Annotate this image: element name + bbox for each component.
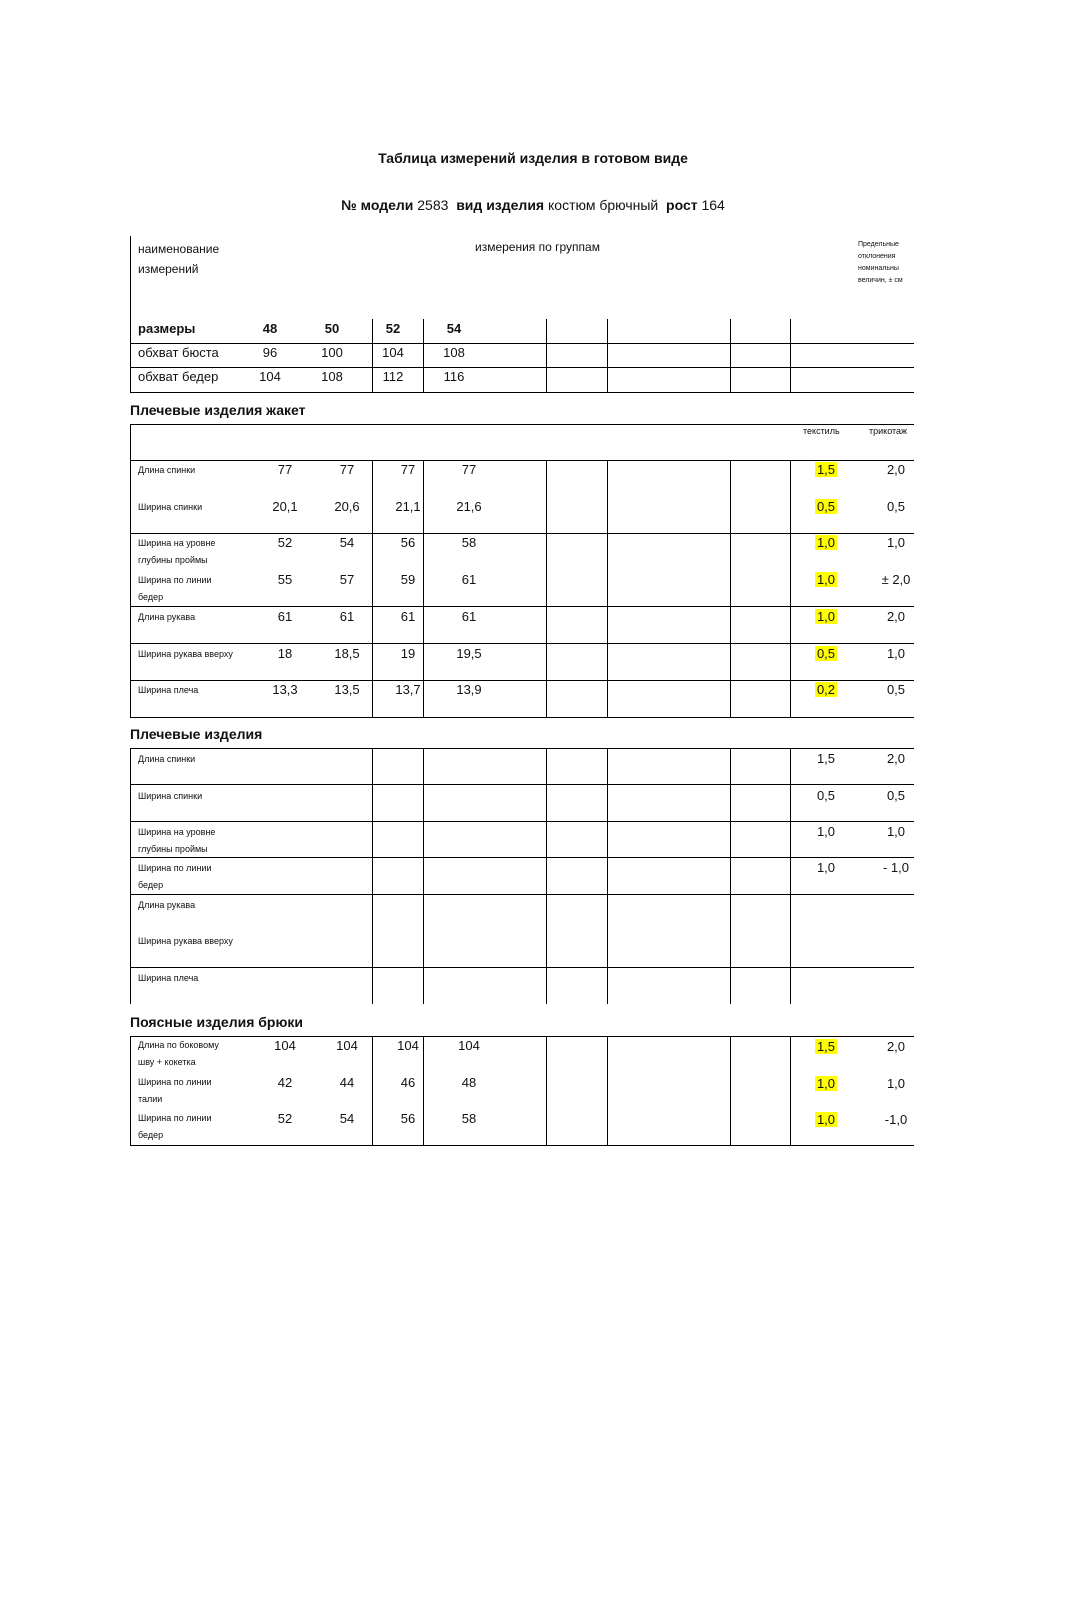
tol-header-knit: трикотаж [869, 426, 908, 436]
trousers-value: 104 [458, 1038, 480, 1053]
jacket-value: 77 [277, 462, 293, 477]
model-value: 2583 [417, 197, 449, 213]
jacket-value: 55 [277, 572, 293, 587]
jacket-value: 54 [339, 535, 355, 550]
shoulder-row-label: Длина спинки [138, 754, 196, 764]
grid-line [130, 784, 914, 785]
grid-line [130, 643, 914, 644]
size-value: 52 [385, 321, 401, 336]
grid-line [372, 748, 373, 1004]
size-value: 50 [324, 321, 340, 336]
jacket-textile-tol [806, 535, 846, 550]
body-measure-value: 104 [259, 369, 281, 384]
shoulder-row-label: Ширина на уровне глубины проймы [138, 827, 216, 854]
jacket-textile-tol [806, 682, 846, 697]
grid-line [607, 460, 608, 717]
jacket-knit-tol: 0,5 [886, 682, 906, 697]
sizes-label: размеры [138, 321, 196, 336]
grid-line [130, 1145, 914, 1146]
jacket-knit-tol: 0,5 [886, 499, 906, 514]
trousers-row-label: Ширина по линии талии [138, 1077, 212, 1104]
trousers-textile-tol [806, 1039, 846, 1054]
grid-line [130, 894, 914, 895]
grid-line [130, 821, 914, 822]
jacket-textile-tol [806, 572, 846, 587]
highlight-mark: 1,5 [816, 1039, 836, 1054]
jacket-textile-tol [806, 499, 846, 514]
jacket-value: 61 [461, 572, 477, 587]
highlight-mark: 0,5 [816, 499, 836, 514]
shoulder-knit-tol: - 1,0 [882, 860, 909, 875]
grid-line [130, 236, 131, 392]
jacket-value: 18,5 [334, 646, 360, 661]
grid-line [130, 1036, 914, 1037]
trousers-value: 48 [461, 1075, 477, 1090]
section-title-shoulder: Плечевые изделия [130, 726, 263, 742]
highlight-mark: 1,0 [816, 1076, 836, 1091]
model-label: № модели [341, 197, 414, 213]
size-value: 48 [262, 321, 278, 336]
highlight-mark: 1,0 [816, 535, 836, 550]
highlight-mark: 0,5 [816, 646, 836, 661]
jacket-row-label: Ширина по линии бедер [138, 575, 212, 602]
grid-line [607, 748, 608, 1004]
body-measure-label: обхват бедер [138, 369, 219, 384]
grid-line [372, 460, 373, 717]
trousers-value: 56 [400, 1111, 416, 1126]
model-info [0, 197, 1066, 213]
grid-line [372, 1036, 373, 1145]
trousers-value: 58 [461, 1111, 477, 1126]
jacket-value: 61 [400, 609, 416, 624]
shoulder-knit-tol: 0,5 [886, 788, 906, 803]
grid-line [130, 533, 914, 534]
grid-line [130, 1036, 131, 1145]
shoulder-knit-tol: 1,0 [886, 824, 906, 839]
height-label: рост [666, 197, 698, 213]
jacket-knit-tol: 2,0 [886, 609, 906, 624]
grid-line [130, 343, 914, 344]
grid-line [730, 319, 731, 392]
grid-line [607, 319, 608, 392]
shoulder-knit-tol: 2,0 [886, 751, 906, 766]
shoulder-textile-tol: 1,0 [816, 824, 836, 839]
jacket-textile-tol [806, 609, 846, 624]
grid-line [130, 748, 131, 1004]
jacket-knit-tol: 1,0 [886, 535, 906, 550]
grid-line [546, 1036, 547, 1145]
jacket-value: 58 [461, 535, 477, 550]
jacket-row-label: Длина спинки [138, 465, 196, 475]
grid-line [130, 367, 914, 368]
trousers-value: 46 [400, 1075, 416, 1090]
grid-line [790, 319, 791, 392]
shoulder-textile-tol: 1,0 [816, 860, 836, 875]
jacket-knit-tol: ± 2,0 [881, 572, 911, 587]
header-groups-label: измерения по группам [475, 240, 600, 254]
grid-line [130, 748, 914, 749]
jacket-value: 13,7 [395, 682, 421, 697]
body-measure-value: 108 [443, 345, 465, 360]
type-label: вид изделия [456, 197, 545, 213]
grid-line [730, 748, 731, 1004]
shoulder-row-label: Длина рукава [138, 900, 196, 910]
body-measure-value: 112 [382, 369, 404, 384]
jacket-row-label: Ширина спинки [138, 502, 203, 512]
grid-line [130, 717, 914, 718]
jacket-value: 52 [277, 535, 293, 550]
jacket-value: 61 [339, 609, 355, 624]
jacket-value: 61 [277, 609, 293, 624]
grid-line [130, 680, 914, 681]
trousers-textile-tol [806, 1112, 846, 1127]
jacket-value: 61 [461, 609, 477, 624]
shoulder-row-label: Ширина рукава вверху [138, 936, 233, 946]
jacket-value: 18 [277, 646, 293, 661]
trousers-value: 54 [339, 1111, 355, 1126]
highlight-mark: 1,0 [816, 609, 836, 624]
highlight-mark: 1,0 [816, 1112, 836, 1127]
trousers-value: 104 [274, 1038, 296, 1053]
jacket-value: 20,1 [272, 499, 298, 514]
shoulder-textile-tol: 1,5 [816, 751, 836, 766]
jacket-row-label: Длина рукава [138, 612, 196, 622]
jacket-textile-tol [806, 462, 846, 477]
grid-line [607, 1036, 608, 1145]
grid-line [790, 748, 791, 1004]
jacket-row-label: Ширина на уровне глубины проймы [138, 538, 216, 565]
jacket-value: 56 [400, 535, 416, 550]
shoulder-row-label: Ширина спинки [138, 791, 203, 801]
jacket-value: 13,9 [456, 682, 482, 697]
jacket-value: 13,5 [334, 682, 360, 697]
grid-line [130, 460, 914, 461]
highlight-mark: 1,5 [816, 462, 836, 477]
trousers-value: 44 [339, 1075, 355, 1090]
jacket-knit-tol: 1,0 [886, 646, 906, 661]
section-title-trousers: Поясные изделия брюки [130, 1014, 304, 1030]
body-measure-value: 96 [262, 345, 278, 360]
body-measure-value: 100 [321, 345, 343, 360]
height-value: 164 [701, 197, 725, 213]
grid-line [546, 460, 547, 717]
trousers-value: 42 [277, 1075, 293, 1090]
highlight-mark: 0,2 [816, 682, 836, 697]
body-measure-value: 116 [443, 369, 465, 384]
trousers-value: 104 [336, 1038, 358, 1053]
grid-line [546, 748, 547, 1004]
jacket-value: 21,1 [395, 499, 421, 514]
jacket-value: 20,6 [334, 499, 360, 514]
jacket-value: 19,5 [456, 646, 482, 661]
header-tolerance-label: Предельные отклонения номинальны величин, ± см [858, 241, 903, 284]
jacket-row-label: Ширина плеча [138, 685, 199, 695]
highlight-mark: 1,0 [816, 572, 836, 587]
trousers-knit-tol: -1,0 [884, 1112, 908, 1127]
trousers-value: 52 [277, 1111, 293, 1126]
shoulder-textile-tol: 0,5 [816, 788, 836, 803]
grid-line [130, 606, 914, 607]
jacket-value: 19 [400, 646, 416, 661]
trousers-knit-tol: 1,0 [886, 1076, 906, 1091]
jacket-value: 13,3 [272, 682, 298, 697]
jacket-value: 59 [400, 572, 416, 587]
body-measure-label: обхват бюста [138, 345, 219, 360]
grid-line [130, 392, 914, 393]
jacket-value: 57 [339, 572, 355, 587]
jacket-value: 21,6 [456, 499, 482, 514]
header-name-label: наименование измерений [138, 242, 220, 276]
jacket-knit-tol: 2,0 [886, 462, 906, 477]
grid-line [130, 967, 914, 968]
grid-line [130, 424, 131, 717]
jacket-value: 77 [339, 462, 355, 477]
grid-line [730, 1036, 731, 1145]
trousers-row-label: Ширина по линии бедер [138, 1113, 212, 1140]
jacket-value: 77 [400, 462, 416, 477]
trousers-textile-tol [806, 1076, 846, 1091]
shoulder-row-label: Ширина по линии бедер [138, 863, 212, 890]
grid-line [546, 319, 547, 392]
trousers-knit-tol: 2,0 [886, 1039, 906, 1054]
jacket-textile-tol [806, 646, 846, 661]
body-measure-value: 104 [382, 345, 404, 360]
jacket-row-label: Ширина рукава вверху [138, 649, 233, 659]
grid-line [730, 460, 731, 717]
page-title: Таблица измерений изделия в готовом виде [378, 150, 688, 166]
grid-line [790, 460, 791, 717]
grid-line [130, 424, 914, 425]
grid-line [790, 1036, 791, 1145]
section-title-jacket: Плечевые изделия жакет [130, 402, 306, 418]
jacket-value: 77 [461, 462, 477, 477]
grid-line [423, 748, 424, 1004]
type-value: костюм брючный [548, 197, 659, 213]
trousers-value: 104 [397, 1038, 419, 1053]
grid-line [423, 319, 424, 392]
body-measure-value: 108 [321, 369, 343, 384]
size-value: 54 [446, 321, 462, 336]
grid-line [130, 857, 914, 858]
tol-header-textile: текстиль [803, 426, 840, 436]
trousers-row-label: Длина по боковому шву + кокетка [138, 1040, 219, 1067]
shoulder-row-label: Ширина плеча [138, 973, 199, 983]
